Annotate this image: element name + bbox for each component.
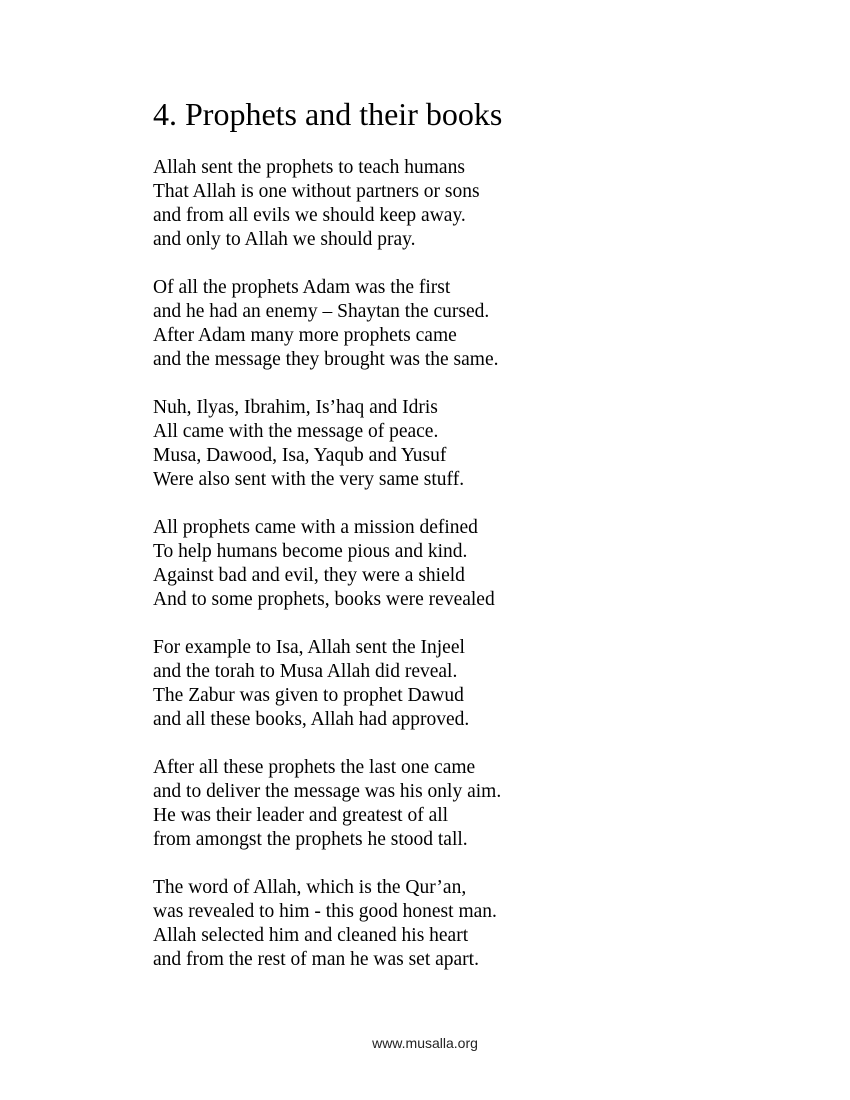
poem-line: and from the rest of man he was set apart.: [153, 949, 479, 970]
poem-line: and the torah to Musa Allah did reveal.: [153, 661, 458, 682]
stanza-4: [153, 516, 753, 612]
poem-line: and from all evils we should keep away.: [153, 205, 466, 226]
poem-line: All prophets came with a mission defined: [153, 517, 478, 538]
poem-line: Of all the prophets Adam was the first: [153, 277, 451, 298]
poem-line: The word of Allah, which is the Qur’an,: [153, 877, 467, 898]
poem-line: And to some prophets, books were revealed: [153, 589, 495, 610]
poem-line: The Zabur was given to prophet Dawud: [153, 685, 464, 706]
poem-line: For example to Isa, Allah sent the Injeel: [153, 637, 465, 658]
poem: [153, 156, 753, 996]
poem-line: To help humans become pious and kind.: [153, 541, 468, 562]
page-title: 4. Prophets and their books: [153, 96, 503, 132]
poem-line: After all these prophets the last one came: [153, 757, 476, 778]
poem-line: from amongst the prophets he stood tall.: [153, 829, 468, 850]
poem-line: Musa, Dawood, Isa, Yaqub and Yusuf: [153, 445, 447, 466]
poem-line: Allah selected him and cleaned his heart: [153, 925, 469, 946]
poem-line: He was their leader and greatest of all: [153, 805, 449, 826]
stanza-5: [153, 636, 753, 732]
poem-line: and all these books, Allah had approved.: [153, 709, 470, 730]
poem-line: Against bad and evil, they were a shield: [153, 565, 465, 586]
poem-line: and to deliver the message was his only aim.: [153, 781, 502, 802]
poem-line: That Allah is one without partners or sons: [153, 181, 480, 202]
stanza-2: [153, 276, 753, 372]
footer-url: www.musalla.org: [372, 1035, 478, 1051]
poem-line: Were also sent with the very same stuff.: [153, 469, 465, 490]
poem-line: and the message they brought was the same.: [153, 349, 499, 370]
poem-line: Nuh, Ilyas, Ibrahim, Is’haq and Idris: [153, 397, 438, 418]
stanza-3: [153, 396, 753, 492]
poem-line: was revealed to him - this good honest man.: [153, 901, 497, 922]
poem-line: and only to Allah we should pray.: [153, 229, 416, 250]
poem-line: All came with the message of peace.: [153, 421, 439, 442]
stanza-1: [153, 156, 753, 252]
poem-line: After Adam many more prophets came: [153, 325, 457, 346]
poem-line: Allah sent the prophets to teach humans: [153, 157, 465, 178]
poem-line: and he had an enemy – Shaytan the cursed.: [153, 301, 490, 322]
stanza-7: [153, 876, 753, 972]
stanza-6: [153, 756, 753, 852]
